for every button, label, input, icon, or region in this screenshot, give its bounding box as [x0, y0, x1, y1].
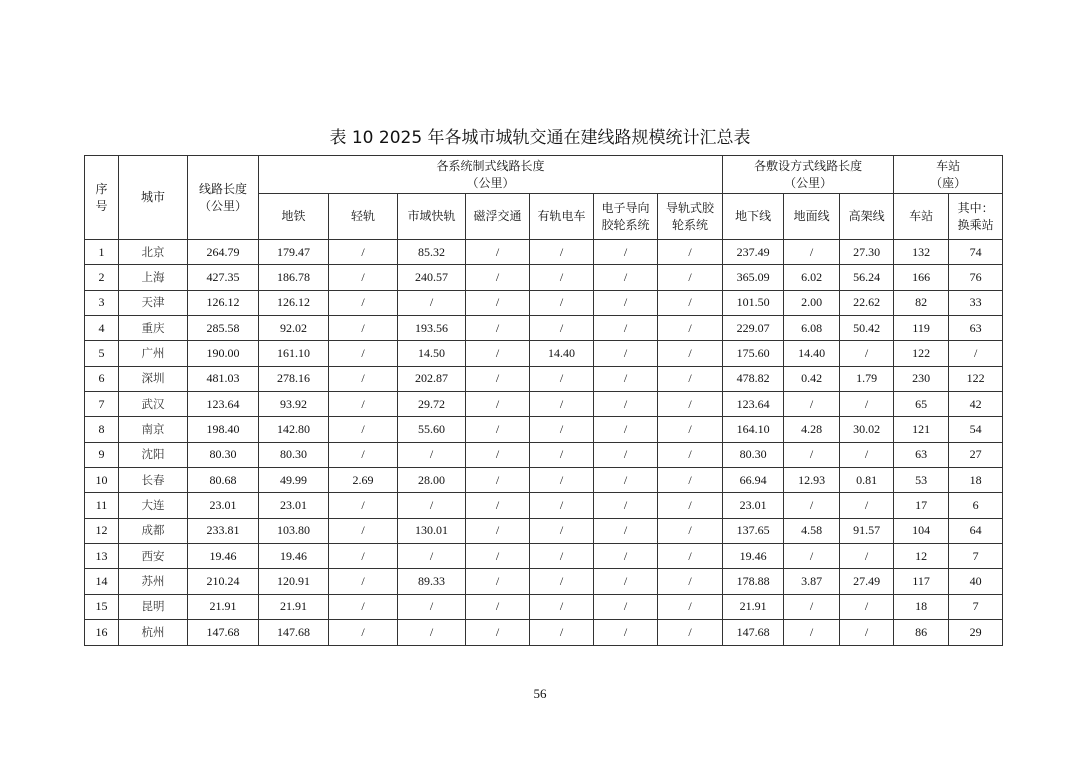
cell-light-rail: /	[329, 265, 398, 290]
table-row	[85, 544, 1003, 569]
cell-light-rail: /	[329, 341, 398, 366]
header-rail-guided-rubber-tyre: 导轨式胶 轮系统	[658, 194, 723, 240]
table-row	[85, 569, 1003, 594]
cell-tram: /	[530, 468, 594, 493]
cell-length: 23.01	[188, 493, 259, 518]
cell-metro: 103.80	[259, 518, 329, 543]
cell-at-grade: 4.58	[784, 518, 840, 543]
header-index-text: 序 号	[95, 181, 108, 213]
cell-at-grade: /	[784, 392, 840, 417]
cell-elevated: 22.62	[840, 290, 894, 315]
cell-rail-guided-rubber-tyre: /	[658, 316, 723, 341]
cell-transfer-stations: 63	[949, 316, 1003, 341]
cell-underground: 19.46	[723, 544, 784, 569]
cell-city: 天津	[119, 290, 188, 315]
table-row	[85, 417, 1003, 442]
cell-index: 12	[85, 518, 119, 543]
cell-light-rail: /	[329, 493, 398, 518]
cell-maglev: /	[466, 620, 530, 645]
cell-rail-guided-rubber-tyre: /	[658, 569, 723, 594]
table-title: 表 10 2025 年各城市城轨交通在建线路规模统计汇总表	[329, 128, 751, 148]
cell-city: 深圳	[119, 366, 188, 391]
cell-metro: 126.12	[259, 290, 329, 315]
header-stations-group	[894, 156, 1003, 194]
table-row	[85, 493, 1003, 518]
cell-underground: 237.49	[723, 240, 784, 265]
cell-tram: /	[530, 392, 594, 417]
cell-guided-rubber-tyre: /	[594, 620, 658, 645]
cell-light-rail: /	[329, 620, 398, 645]
cell-length: 233.81	[188, 518, 259, 543]
header-at-grade: 地面线	[784, 194, 840, 240]
cell-transfer-stations: 6	[949, 493, 1003, 518]
cell-transfer-stations: 7	[949, 544, 1003, 569]
cell-city: 广州	[119, 341, 188, 366]
cell-maglev: /	[466, 468, 530, 493]
cell-guided-rubber-tyre: /	[594, 265, 658, 290]
cell-elevated: /	[840, 392, 894, 417]
cell-city: 西安	[119, 544, 188, 569]
cell-index: 4	[85, 316, 119, 341]
cell-rail-guided-rubber-tyre: /	[658, 468, 723, 493]
cell-index: 7	[85, 392, 119, 417]
cell-tram: /	[530, 594, 594, 619]
cell-metro: 93.92	[259, 392, 329, 417]
cell-maglev: /	[466, 316, 530, 341]
cell-metro: 120.91	[259, 569, 329, 594]
cell-at-grade: 14.40	[784, 341, 840, 366]
cell-rail-guided-rubber-tyre: /	[658, 544, 723, 569]
cell-suburban-rail: /	[398, 544, 466, 569]
cell-guided-rubber-tyre: /	[594, 417, 658, 442]
table-row	[85, 290, 1003, 315]
cell-rail-guided-rubber-tyre: /	[658, 290, 723, 315]
cell-guided-rubber-tyre: /	[594, 544, 658, 569]
cell-maglev: /	[466, 366, 530, 391]
cell-metro: 142.80	[259, 417, 329, 442]
statistics-table	[84, 155, 1003, 646]
cell-transfer-stations: 54	[949, 417, 1003, 442]
cell-light-rail: /	[329, 240, 398, 265]
header-elevated: 高架线	[840, 194, 894, 240]
cell-maglev: /	[466, 265, 530, 290]
table-row	[85, 442, 1003, 467]
cell-city: 昆明	[119, 594, 188, 619]
cell-transfer-stations: 40	[949, 569, 1003, 594]
cell-guided-rubber-tyre: /	[594, 493, 658, 518]
cell-at-grade: 6.08	[784, 316, 840, 341]
cell-stations: 65	[894, 392, 949, 417]
cell-elevated: /	[840, 544, 894, 569]
cell-suburban-rail: /	[398, 594, 466, 619]
cell-elevated: /	[840, 442, 894, 467]
cell-length: 481.03	[188, 366, 259, 391]
cell-index: 5	[85, 341, 119, 366]
cell-index: 15	[85, 594, 119, 619]
cell-light-rail: /	[329, 569, 398, 594]
cell-tram: /	[530, 518, 594, 543]
header-suburban-rail: 市域快轨	[398, 194, 466, 240]
cell-index: 14	[85, 569, 119, 594]
cell-stations: 230	[894, 366, 949, 391]
cell-index: 2	[85, 265, 119, 290]
cell-length: 123.64	[188, 392, 259, 417]
header-city-text: 城市	[140, 190, 165, 204]
cell-metro: 186.78	[259, 265, 329, 290]
cell-elevated: 56.24	[840, 265, 894, 290]
cell-rail-guided-rubber-tyre: /	[658, 265, 723, 290]
cell-transfer-stations: 76	[949, 265, 1003, 290]
cell-maglev: /	[466, 442, 530, 467]
cell-underground: 101.50	[723, 290, 784, 315]
cell-length: 198.40	[188, 417, 259, 442]
cell-maglev: /	[466, 518, 530, 543]
cell-city: 武汉	[119, 392, 188, 417]
cell-rail-guided-rubber-tyre: /	[658, 594, 723, 619]
cell-length: 264.79	[188, 240, 259, 265]
cell-city: 苏州	[119, 569, 188, 594]
cell-at-grade: 12.93	[784, 468, 840, 493]
header-index	[85, 156, 119, 240]
cell-rail-guided-rubber-tyre: /	[658, 366, 723, 391]
cell-length: 210.24	[188, 569, 259, 594]
cell-index: 1	[85, 240, 119, 265]
cell-underground: 137.65	[723, 518, 784, 543]
cell-guided-rubber-tyre: /	[594, 316, 658, 341]
cell-suburban-rail: 55.60	[398, 417, 466, 442]
cell-tram: /	[530, 316, 594, 341]
cell-underground: 478.82	[723, 366, 784, 391]
cell-suburban-rail: /	[398, 290, 466, 315]
cell-stations: 119	[894, 316, 949, 341]
cell-at-grade: /	[784, 620, 840, 645]
cell-length: 147.68	[188, 620, 259, 645]
cell-at-grade: /	[784, 493, 840, 518]
cell-at-grade: 3.87	[784, 569, 840, 594]
cell-guided-rubber-tyre: /	[594, 240, 658, 265]
cell-transfer-stations: 27	[949, 442, 1003, 467]
cell-length: 190.00	[188, 341, 259, 366]
cell-tram: /	[530, 493, 594, 518]
cell-suburban-rail: 29.72	[398, 392, 466, 417]
cell-guided-rubber-tyre: /	[594, 518, 658, 543]
cell-guided-rubber-tyre: /	[594, 392, 658, 417]
cell-guided-rubber-tyre: /	[594, 442, 658, 467]
cell-suburban-rail: /	[398, 620, 466, 645]
table-row	[85, 392, 1003, 417]
cell-underground: 66.94	[723, 468, 784, 493]
cell-light-rail: /	[329, 366, 398, 391]
cell-maglev: /	[466, 341, 530, 366]
cell-metro: 179.47	[259, 240, 329, 265]
cell-index: 10	[85, 468, 119, 493]
cell-light-rail: /	[329, 290, 398, 315]
cell-elevated: 50.42	[840, 316, 894, 341]
cell-transfer-stations: 122	[949, 366, 1003, 391]
cell-metro: 147.68	[259, 620, 329, 645]
cell-index: 6	[85, 366, 119, 391]
cell-city: 杭州	[119, 620, 188, 645]
header-underground: 地下线	[723, 194, 784, 240]
cell-rail-guided-rubber-tyre: /	[658, 518, 723, 543]
cell-length: 285.58	[188, 316, 259, 341]
cell-length: 126.12	[188, 290, 259, 315]
cell-at-grade: 2.00	[784, 290, 840, 315]
cell-stations: 86	[894, 620, 949, 645]
cell-city: 上海	[119, 265, 188, 290]
cell-stations: 166	[894, 265, 949, 290]
cell-rail-guided-rubber-tyre: /	[658, 240, 723, 265]
cell-maglev: /	[466, 392, 530, 417]
cell-length: 427.35	[188, 265, 259, 290]
header-systems-group	[259, 156, 723, 194]
table-row	[85, 240, 1003, 265]
cell-tram: 14.40	[530, 341, 594, 366]
cell-guided-rubber-tyre: /	[594, 594, 658, 619]
cell-metro: 23.01	[259, 493, 329, 518]
cell-guided-rubber-tyre: /	[594, 468, 658, 493]
header-metro: 地铁	[259, 194, 329, 240]
cell-light-rail: 2.69	[329, 468, 398, 493]
cell-city: 成都	[119, 518, 188, 543]
cell-maglev: /	[466, 493, 530, 518]
table-row	[85, 366, 1003, 391]
table-row	[85, 341, 1003, 366]
header-stations: 车站	[894, 194, 949, 240]
cell-city: 沈阳	[119, 442, 188, 467]
cell-suburban-rail: 130.01	[398, 518, 466, 543]
cell-length: 80.68	[188, 468, 259, 493]
cell-at-grade: 6.02	[784, 265, 840, 290]
cell-underground: 23.01	[723, 493, 784, 518]
header-tram: 有轨电车	[530, 194, 594, 240]
cell-index: 9	[85, 442, 119, 467]
cell-city: 重庆	[119, 316, 188, 341]
cell-underground: 178.88	[723, 569, 784, 594]
cell-city: 长春	[119, 468, 188, 493]
cell-light-rail: /	[329, 392, 398, 417]
table-row	[85, 594, 1003, 619]
cell-light-rail: /	[329, 442, 398, 467]
cell-guided-rubber-tyre: /	[594, 290, 658, 315]
cell-transfer-stations: 7	[949, 594, 1003, 619]
cell-maglev: /	[466, 544, 530, 569]
cell-city: 大连	[119, 493, 188, 518]
header-guided-rubber-tyre: 电子导向 胶轮系统	[594, 194, 658, 240]
cell-city: 南京	[119, 417, 188, 442]
cell-index: 13	[85, 544, 119, 569]
cell-suburban-rail: 85.32	[398, 240, 466, 265]
cell-index: 16	[85, 620, 119, 645]
cell-metro: 49.99	[259, 468, 329, 493]
cell-metro: 92.02	[259, 316, 329, 341]
header-length	[188, 156, 259, 240]
cell-transfer-stations: 42	[949, 392, 1003, 417]
cell-at-grade: 0.42	[784, 366, 840, 391]
header-laying-group	[723, 156, 894, 194]
cell-transfer-stations: 64	[949, 518, 1003, 543]
cell-rail-guided-rubber-tyre: /	[658, 392, 723, 417]
table-row	[85, 316, 1003, 341]
cell-transfer-stations: 18	[949, 468, 1003, 493]
cell-index: 8	[85, 417, 119, 442]
cell-elevated: 1.79	[840, 366, 894, 391]
cell-suburban-rail: 14.50	[398, 341, 466, 366]
cell-maglev: /	[466, 417, 530, 442]
cell-at-grade: /	[784, 594, 840, 619]
cell-transfer-stations: /	[949, 341, 1003, 366]
cell-tram: /	[530, 265, 594, 290]
cell-index: 11	[85, 493, 119, 518]
cell-rail-guided-rubber-tyre: /	[658, 620, 723, 645]
header-length-text: 线路长度 （公里）	[198, 181, 247, 213]
cell-at-grade: /	[784, 544, 840, 569]
cell-rail-guided-rubber-tyre: /	[658, 442, 723, 467]
cell-tram: /	[530, 442, 594, 467]
cell-elevated: /	[840, 493, 894, 518]
cell-transfer-stations: 29	[949, 620, 1003, 645]
cell-light-rail: /	[329, 544, 398, 569]
cell-maglev: /	[466, 569, 530, 594]
cell-tram: /	[530, 544, 594, 569]
header-laying-group-text: 各敷设方式线路长度 （公里）	[754, 158, 863, 190]
cell-light-rail: /	[329, 316, 398, 341]
cell-elevated: 30.02	[840, 417, 894, 442]
cell-length: 80.30	[188, 442, 259, 467]
cell-rail-guided-rubber-tyre: /	[658, 493, 723, 518]
cell-underground: 80.30	[723, 442, 784, 467]
cell-maglev: /	[466, 240, 530, 265]
table-row	[85, 620, 1003, 645]
cell-tram: /	[530, 290, 594, 315]
page-number: 56	[533, 686, 547, 701]
cell-stations: 117	[894, 569, 949, 594]
cell-suburban-rail: 202.87	[398, 366, 466, 391]
cell-underground: 147.68	[723, 620, 784, 645]
cell-tram: /	[530, 366, 594, 391]
cell-rail-guided-rubber-tyre: /	[658, 417, 723, 442]
cell-rail-guided-rubber-tyre: /	[658, 341, 723, 366]
cell-metro: 80.30	[259, 442, 329, 467]
cell-at-grade: /	[784, 240, 840, 265]
cell-stations: 104	[894, 518, 949, 543]
cell-underground: 21.91	[723, 594, 784, 619]
cell-tram: /	[530, 620, 594, 645]
cell-stations: 53	[894, 468, 949, 493]
cell-light-rail: /	[329, 417, 398, 442]
cell-at-grade: 4.28	[784, 417, 840, 442]
cell-suburban-rail: 240.57	[398, 265, 466, 290]
cell-underground: 164.10	[723, 417, 784, 442]
cell-suburban-rail: 28.00	[398, 468, 466, 493]
header-transfer-stations: 其中： 换乘站	[949, 194, 1003, 240]
cell-elevated: /	[840, 620, 894, 645]
cell-underground: 175.60	[723, 341, 784, 366]
header-maglev: 磁浮交通	[466, 194, 530, 240]
cell-underground: 365.09	[723, 265, 784, 290]
cell-light-rail: /	[329, 518, 398, 543]
cell-elevated: /	[840, 341, 894, 366]
cell-guided-rubber-tyre: /	[594, 569, 658, 594]
cell-stations: 12	[894, 544, 949, 569]
cell-suburban-rail: 193.56	[398, 316, 466, 341]
cell-metro: 19.46	[259, 544, 329, 569]
cell-elevated: /	[840, 594, 894, 619]
cell-city: 北京	[119, 240, 188, 265]
cell-stations: 17	[894, 493, 949, 518]
cell-elevated: 0.81	[840, 468, 894, 493]
cell-transfer-stations: 74	[949, 240, 1003, 265]
table-row	[85, 468, 1003, 493]
header-systems-group-text: 各系统制式线路长度 （公里）	[436, 158, 545, 190]
cell-suburban-rail: /	[398, 493, 466, 518]
cell-elevated: 27.30	[840, 240, 894, 265]
cell-underground: 229.07	[723, 316, 784, 341]
table-row	[85, 518, 1003, 543]
cell-tram: /	[530, 417, 594, 442]
cell-metro: 21.91	[259, 594, 329, 619]
cell-maglev: /	[466, 290, 530, 315]
cell-underground: 123.64	[723, 392, 784, 417]
cell-suburban-rail: /	[398, 442, 466, 467]
cell-tram: /	[530, 240, 594, 265]
cell-guided-rubber-tyre: /	[594, 341, 658, 366]
cell-stations: 82	[894, 290, 949, 315]
cell-stations: 18	[894, 594, 949, 619]
table-row	[85, 265, 1003, 290]
cell-elevated: 27.49	[840, 569, 894, 594]
cell-metro: 278.16	[259, 366, 329, 391]
header-stations-group-text: 车站 （座）	[930, 158, 967, 190]
cell-stations: 132	[894, 240, 949, 265]
header-city	[119, 156, 188, 240]
cell-maglev: /	[466, 594, 530, 619]
cell-length: 21.91	[188, 594, 259, 619]
cell-length: 19.46	[188, 544, 259, 569]
cell-stations: 121	[894, 417, 949, 442]
table-body	[85, 240, 1003, 646]
cell-guided-rubber-tyre: /	[594, 366, 658, 391]
cell-elevated: 91.57	[840, 518, 894, 543]
cell-stations: 122	[894, 341, 949, 366]
header-light-rail: 轻轨	[329, 194, 398, 240]
cell-transfer-stations: 33	[949, 290, 1003, 315]
cell-index: 3	[85, 290, 119, 315]
cell-tram: /	[530, 569, 594, 594]
cell-metro: 161.10	[259, 341, 329, 366]
cell-stations: 63	[894, 442, 949, 467]
cell-at-grade: /	[784, 442, 840, 467]
cell-light-rail: /	[329, 594, 398, 619]
cell-suburban-rail: 89.33	[398, 569, 466, 594]
